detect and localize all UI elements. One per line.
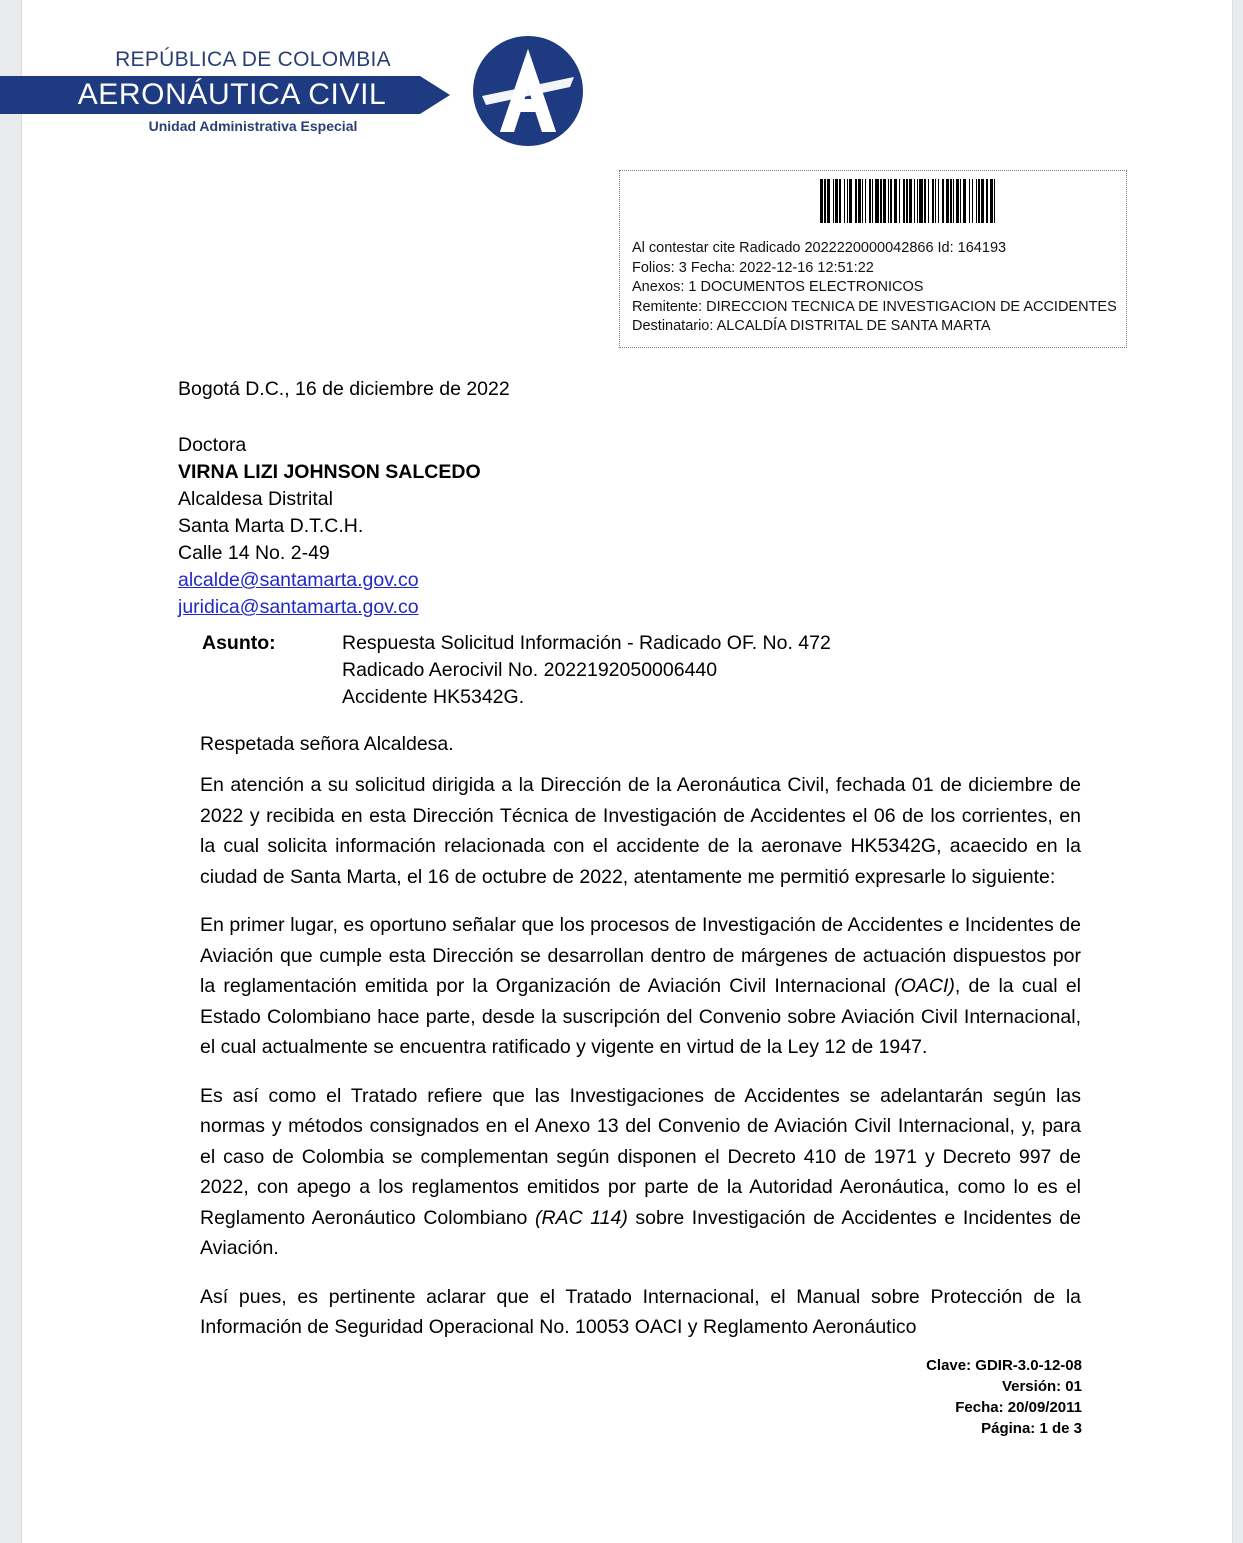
paragraph-2-part-a: En primer lugar, es oportuno señalar que los procesos de Investigación de Accidentes e Incidentes de Aviación que cumple esta Dirección se desarrollan dentro de márgenes de actuación dispuestos por la reglamentación emitida por la Organización de Aviación Civil Internacional bbox=[200, 914, 1081, 997]
recipient-role: Alcaldesa Distrital bbox=[178, 488, 333, 510]
stamp-line-folios: Folios: 3 Fecha: 2022-12-16 12:51:22 bbox=[632, 259, 874, 276]
radicado-stamp-text bbox=[632, 239, 1118, 337]
subject-line-1: Respuesta Solicitud Información - Radicado OF. No. 472 bbox=[342, 632, 831, 654]
letter-paragraphs bbox=[200, 770, 1081, 1361]
paragraph-2 bbox=[200, 910, 1081, 1063]
recipient-name: VIRNA LIZI JOHNSON SALCEDO bbox=[178, 461, 481, 483]
footer-clave: Clave: GDIR-3.0-12-08 bbox=[926, 1357, 1082, 1374]
radicado-stamp bbox=[619, 170, 1127, 348]
document-page bbox=[22, 0, 1232, 1543]
letterhead bbox=[22, 0, 1232, 168]
stamp-line-remitente: Remitente: DIRECCION TECNICA DE INVESTIGACION DE ACCIDENTES bbox=[632, 298, 1117, 315]
stamp-line-radicado: Al contestar cite Radicado 2022220000042866 Id: 164193 bbox=[632, 240, 1007, 256]
footer-fecha: Fecha: 20/09/2011 bbox=[955, 1399, 1082, 1416]
paragraph-3-part-a: Es así como el Tratado refiere que las Investigaciones de Accidentes se adelantarán según las normas y métodos consignados en el Anexo 13 del Convenio de Aviación Civil Internacional, y, para el caso de Colombia se complementan según disponen el Decreto 410 de 1971 y Decreto 997 de 2022, con apego a los reglamentos emitidos por parte de la Autoridad Aeronáutica, como lo es el Reglamento Aeronáutico Colombiano bbox=[200, 1084, 1081, 1229]
letter-date: Bogotá D.C., 16 de diciembre de 2022 bbox=[178, 378, 510, 400]
footer-pagina: Página: 1 de 3 bbox=[981, 1420, 1082, 1437]
paragraph-3-emphasis: (RAC 114) bbox=[534, 1206, 628, 1229]
stamp-line-anexos: Anexos: 1 DOCUMENTOS ELECTRONICOS bbox=[632, 279, 924, 295]
document-footer bbox=[22, 1355, 1082, 1439]
aerocivil-logo-icon bbox=[470, 33, 586, 149]
letterhead-agency-title: AERONÁUTICA CIVIL bbox=[77, 78, 387, 111]
salutation: Respetada señora Alcaldesa. bbox=[200, 733, 454, 755]
paragraph-3-part-b: sobre Investigación de Accidentes e Incidentes de Aviación. bbox=[200, 1206, 1082, 1259]
subject-label: Asunto: bbox=[202, 632, 276, 654]
recipient-email-alcalde[interactable]: alcalde@santamarta.gov.co bbox=[178, 569, 419, 591]
recipient-city: Santa Marta D.T.C.H. bbox=[178, 515, 364, 537]
letterhead-country-label: REPÚBLICA DE COLOMBIA bbox=[115, 48, 391, 71]
paragraph-4: Así pues, es pertinente aclarar que el Tratado Internacional, el Manual sobre Protección de la Información de Seguridad Operacional No. 10053 OACI y Reglamento Aeronáutico bbox=[200, 1285, 1081, 1338]
paragraph-1: En atención a su solicitud dirigida a la Dirección de la Aeronáutica Civil, fechada 01 de diciembre de 2022 y recibida en esta Dirección Técnica de Investigación de Accidentes el 06 de los corrientes, en la cual solicita información relacionada con el accidente de la aeronave HK5342G, acaecido en la ciudad de Santa Marta, el 16 de octubre de 2022, atentamente me permitió expresarle lo siguiente: bbox=[200, 774, 1081, 888]
barcode-image bbox=[820, 179, 1078, 223]
recipient-address-block bbox=[178, 432, 481, 621]
recipient-email-juridica[interactable]: juridica@santamarta.gov.co bbox=[178, 596, 419, 618]
letterhead-subtitle: Unidad Administrativa Especial bbox=[148, 118, 358, 134]
paragraph-2-part-b: , de la cual el Estado Colombiano hace parte, desde la suscripción del Convenio sobre Aviación Civil Internacional, el cual actualmente se encuentra ratificado y vigente en virtud de la Ley 12 de 1947. bbox=[200, 975, 1081, 1058]
recipient-street: Calle 14 No. 2-49 bbox=[178, 542, 330, 564]
paragraph-2-emphasis: (OACI) bbox=[894, 975, 955, 997]
stamp-line-destinatario: Destinatario: ALCALDÍA DISTRITAL DE SANTA MARTA bbox=[632, 318, 991, 334]
recipient-title: Doctora bbox=[178, 434, 247, 456]
subject-line-3: Accidente HK5342G. bbox=[342, 686, 525, 708]
subject-values bbox=[342, 630, 831, 711]
subject-line-2: Radicado Aerocivil No. 2022192050006440 bbox=[342, 659, 718, 681]
paragraph-3 bbox=[200, 1081, 1081, 1264]
footer-version: Versión: 01 bbox=[1001, 1378, 1082, 1395]
subject-block bbox=[178, 630, 831, 711]
